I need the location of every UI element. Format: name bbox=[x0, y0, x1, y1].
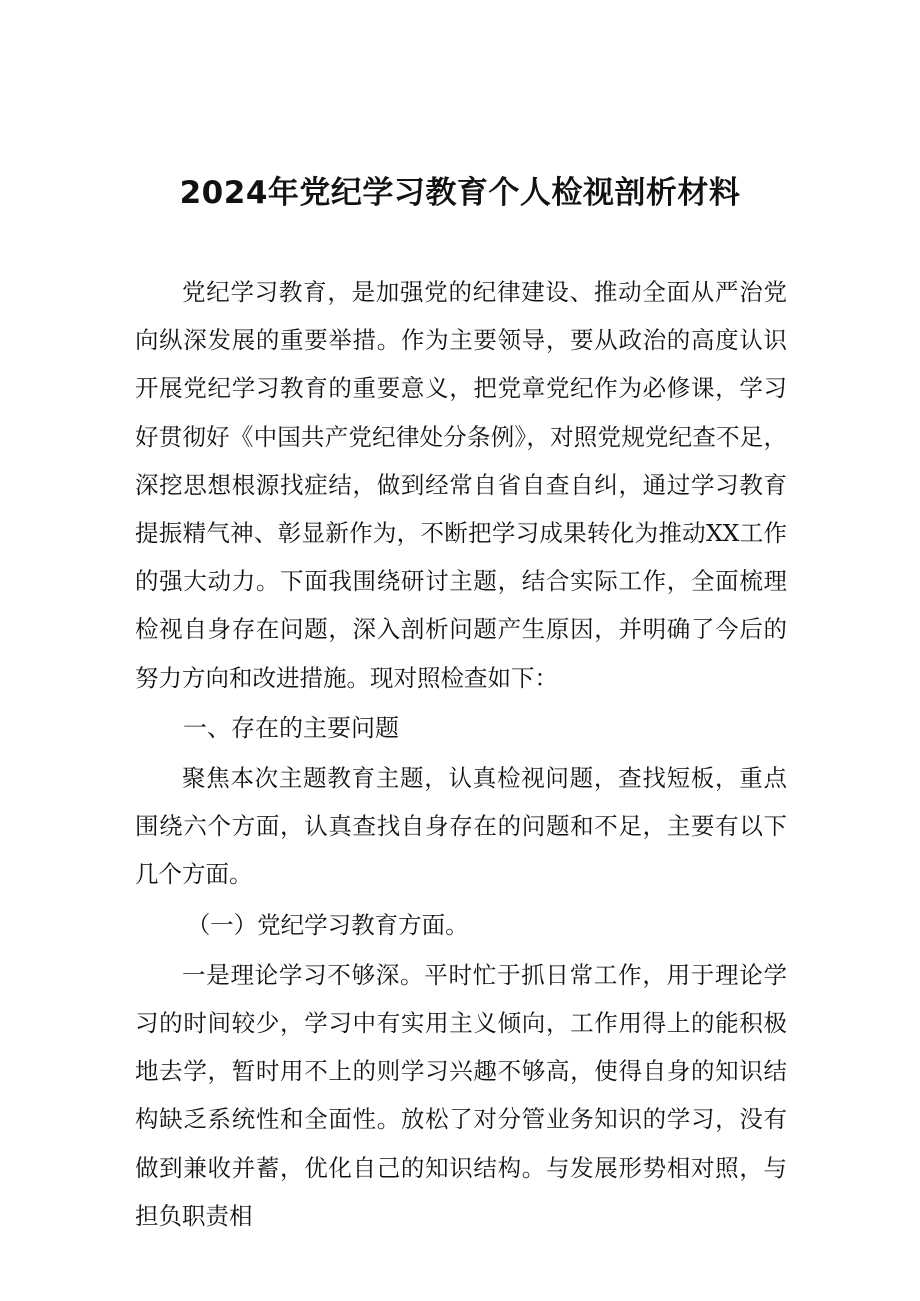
subsection-heading: （一）党纪学习教育方面。 bbox=[186, 910, 469, 939]
problem-paragraph: 一是理论学习不够深。平时忙于抓日常工作，用于理论学习的时间较少，学习中有实用主义倾向，工作用得上的能积极地去学，暂时用不上的则学习兴趣不够高，使得自身的知识结构缺乏系统性和全面性。放松了对分管业务知识的学习，没有做到兼收并蓄，优化自己的知识结构。与发展形势相对照，与担负职责相 bbox=[135, 960, 787, 1230]
section-paragraph: 聚焦本次主题教育主题，认真检视问题，查找短板，重点围绕六个方面，认真查找自身存在的问题和不足，主要有以下几个方面。 bbox=[135, 764, 787, 889]
document-title: 2024年党纪学习教育个人检视剖析材料 bbox=[179, 175, 741, 211]
section-heading: 一、存在的主要问题 bbox=[183, 713, 399, 742]
document-body bbox=[135, 268, 787, 1240]
intro-paragraph: 党纪学习教育，是加强党的纪律建设、推动全面从严治党向纵深发展的重要举措。作为主要领导，要从政治的高度认识开展党纪学习教育的重要意义，把党章党纪作为必修课，学习好贯彻好《中国共产党纪律处分条例》，对照党规党纪查不足，深挖思想根源找症结，做到经常自省自查自纠，通过学习教育提振精气神、彰显新作为，不断把学习成果转化为推动XX工作的强大动力。下面我围绕研讨主题，结合实际工作，全面梳理检视自身存在问题，深入剖析问题产生原因，并明确了今后的努力方向和改进措施。现对照检查如下： bbox=[135, 278, 787, 692]
